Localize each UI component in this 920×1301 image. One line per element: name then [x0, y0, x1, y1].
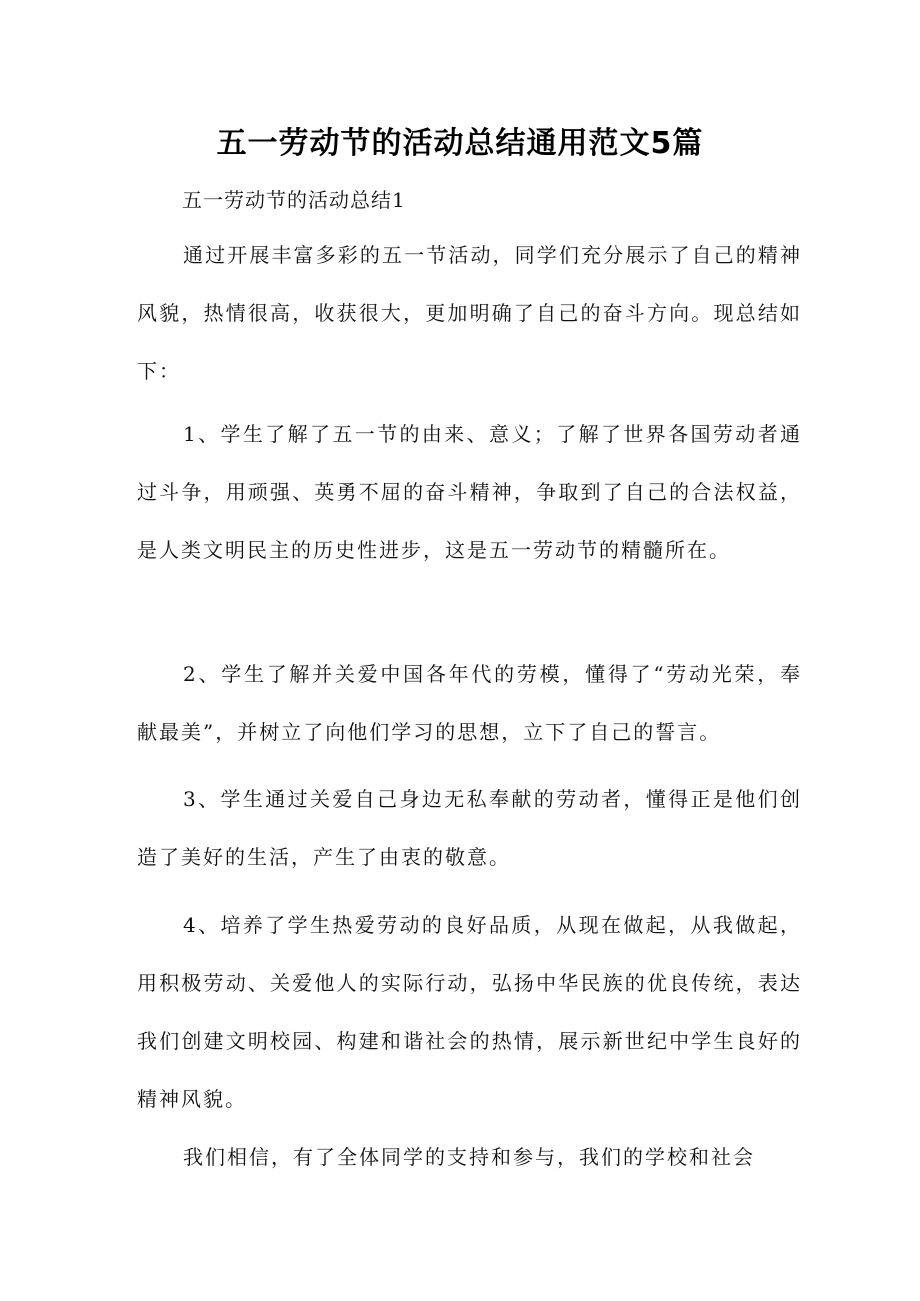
paragraph-point-3: 3、学生通过关爱自己身边无私奉献的劳动者，懂得正是他们创造了美好的生活，产生了由衷的敬意。 — [137, 787, 802, 869]
section-heading: 五一劳动节的活动总结1 — [182, 188, 406, 212]
paragraph-closing: 我们相信，有了全体同学的支持和参与，我们的学校和社会 — [183, 1145, 755, 1169]
document-title: 五一劳动节的活动总结通用范文5篇 — [216, 126, 704, 161]
paragraph-point-2: 2、学生了解并关爱中国各年代的劳模，懂得了“劳动光荣，奉献最美”，并树立了向他们学习的思想，立下了自己的誓言。 — [137, 662, 802, 744]
paragraph-intro: 通过开展丰富多彩的五一节活动，同学们充分展示了自己的精神风貌，热情很高，收获很大，更加明确了自己的奋斗方向。现总结如下： — [137, 243, 802, 383]
paragraph-point-4: 4、培养了学生热爱劳动的良好品质，从现在做起，从我做起，用积极劳动、关爱他人的实际行动，弘扬中华民族的优良传统，表达我们创建文明校园、构建和谐社会的热情，展示新世纪中学生良好的精神风貌。 — [137, 913, 802, 1111]
paragraph-point-1: 1、学生了解了五一节的由来、意义；了解了世界各国劳动者通过斗争，用顽强、英勇不屈的奋斗精神，争取到了自己的合法权益，是人类文明民主的历史性进步，这是五一劳动节的精髓所在。 — [137, 422, 802, 562]
